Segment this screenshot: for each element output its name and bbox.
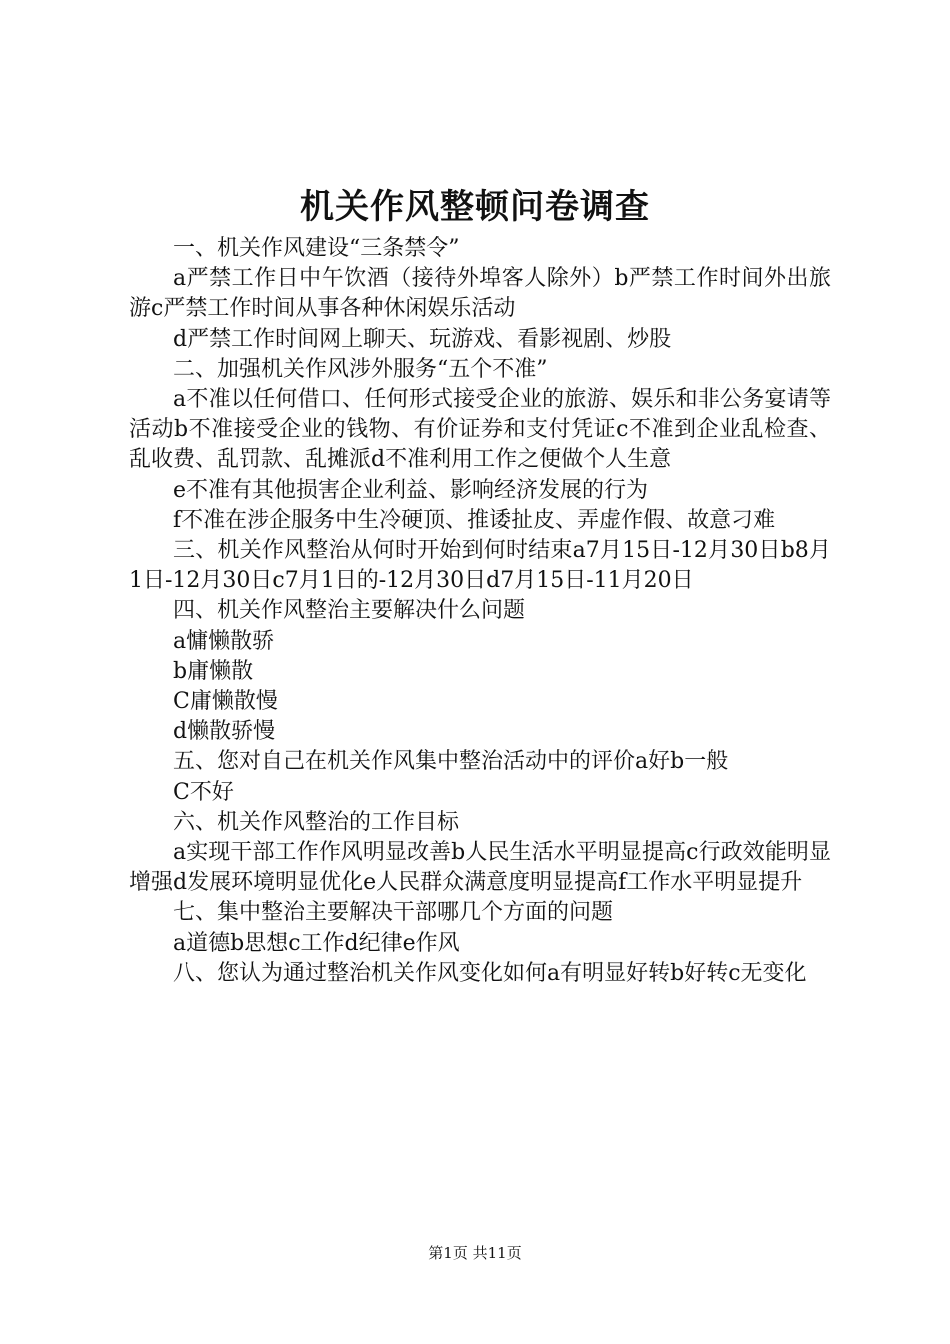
paragraph: 一、机关作风建设“三条禁令”	[173, 236, 460, 261]
option-line: d懒散骄慢	[173, 719, 276, 745]
paragraph: e不准有其他损害企业利益、影响经济发展的行为	[173, 477, 649, 503]
document-title: 机关作风整顿问卷调查	[300, 187, 650, 227]
option-line: C不好	[173, 779, 234, 805]
option-line: a道德b思想c工作d纪律e作风	[173, 930, 460, 956]
paragraph: a实现干部工作作风明显改善b人民生活水平明显提高c行政效能明显增强d发展环境明显优化e人民群众满意度明显提高f工作水平明显提升	[129, 840, 831, 896]
paragraph: d严禁工作时间网上聊天、玩游戏、看影视剧、炒股	[173, 326, 672, 352]
document-body	[129, 234, 831, 989]
paragraph: f不准在涉企服务中生冷硬顶、推诿扯皮、弄虚作假、故意刁难	[173, 507, 776, 533]
paragraph: 六、机关作风整治的工作目标	[173, 809, 460, 835]
paragraph: 三、机关作风整治从何时开始到何时结束a7月15日-12月30日b8月1日-12月30日c7月1日的-12月30日d7月15日-11月20日	[129, 538, 831, 594]
option-line: a慵懒散骄	[173, 628, 275, 654]
paragraph: 七、集中整治主要解决干部哪几个方面的问题	[173, 900, 614, 926]
paragraph: 二、加强机关作风涉外服务“五个不准”	[173, 356, 548, 382]
option-line: b庸懒散	[173, 658, 254, 684]
option-line: C庸懒散慢	[173, 689, 278, 715]
paragraph: a不准以任何借口、任何形式接受企业的旅游、娱乐和非公务宴请等活动b不准接受企业的钱物、有价证券和支付凭证c不准到企业乱检查、乱收费、乱罚款、乱摊派d不准利用工作之便做个人生意	[129, 387, 831, 473]
paragraph: a严禁工作日中午饮酒（接待外埠客人除外）b严禁工作时间外出旅游c严禁工作时间从事各种休闲娱乐活动	[129, 266, 831, 322]
paragraph: 五、您对自己在机关作风集中整治活动中的评价a好b一般	[173, 749, 729, 775]
page-footer: 第1页 共11页	[428, 1244, 522, 1262]
paragraph: 四、机关作风整治主要解决什么问题	[173, 598, 526, 624]
paragraph: 八、您认为通过整治机关作风变化如何a有明显好转b好转c无变化	[173, 960, 807, 986]
